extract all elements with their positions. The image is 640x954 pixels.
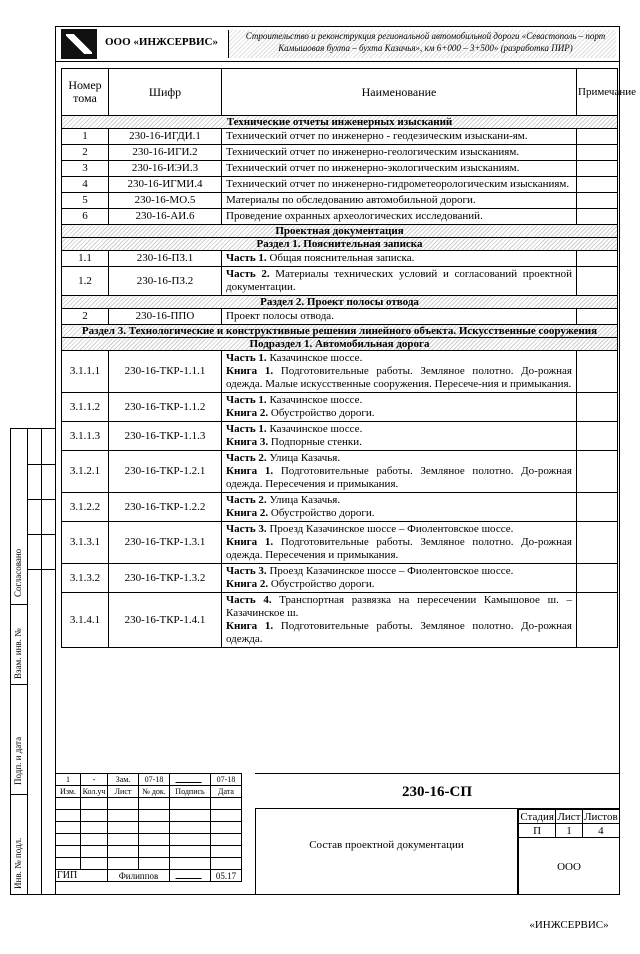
section-row [62,116,618,129]
part-label: Часть 4. [226,594,272,606]
sheets-header: Листов [584,810,618,823]
cell-num: 2 [62,145,109,161]
page-header [55,26,620,62]
left-stamp-strip [10,428,55,895]
rev-cell: Зам. [108,774,139,786]
company-logo-icon [61,29,97,59]
section-title: Технические отчеты инженерных изысканий [62,116,618,129]
book-label: Книга 2. [226,507,269,519]
table-row [62,177,618,193]
cell-note [577,193,618,209]
signature [170,870,211,882]
cell-code: 230-16-АИ.6 [109,209,222,225]
table-row [62,451,618,493]
cell-code: 230-16-МО.5 [109,193,222,209]
cell-note [577,593,618,648]
section-title: Подраздел 1. Автомобильная дорога [62,338,618,351]
part-text: Казачинское шоссе. [266,352,363,364]
cell-num: 3.1.1.3 [62,422,109,451]
cell-note [577,145,618,161]
book-text: Подготовительные работы. Земляное полотно. До-рожная одежда. Пересечения и примыкания. [226,465,572,490]
label-cell: № док. [139,786,170,798]
cell-note [577,267,618,296]
table-row [62,193,618,209]
part-label: Часть 2. [226,452,267,464]
cell-name [222,493,577,522]
table-row [62,267,618,296]
cell-name [222,393,577,422]
book-text: Обустройство дороги. [268,407,375,419]
part-label: Часть 3. [226,523,267,535]
cell-code: 230-16-ИЭИ.3 [109,161,222,177]
sheets-value: 4 [582,824,619,838]
documents-table [61,68,636,648]
label-cell: Кол.уч [81,786,108,798]
sign-date-label: Подп. и дата [13,736,23,785]
cell-note [577,177,618,193]
section-row [62,225,618,238]
cell-name: Технический отчет по инженерно-гидрометеорологическим изысканиям. [222,177,577,193]
part-text: Улица Казачья. [266,494,341,506]
stage-value: П [519,824,556,838]
cell-code: 230-16-ТКР-1.1.2 [109,393,222,422]
book-text: Подпорные стенки. [268,436,362,448]
document-code: 230-16-СП [255,773,620,809]
signature-scribble [175,774,204,783]
gip-label: ГИП [56,870,108,882]
strip-line [27,534,56,535]
cell-code: 230-16-ПЗ.2 [109,267,222,296]
section-title: Раздел 2. Проект полосы отвода [62,296,618,309]
cell-num: 1.2 [62,267,109,296]
cell-num: 6 [62,209,109,225]
gip-date: 05.17 [211,870,242,882]
cell-code: 230-16-ТКР-1.4.1 [109,593,222,648]
signature [170,774,211,786]
cell-num: 2 [62,309,109,325]
table-row [62,129,618,145]
cell-num: 3.1.3.2 [62,564,109,593]
part-label: Часть 1. [226,352,267,364]
book-label: Книга 1. [226,536,274,548]
cell-name [222,522,577,564]
cell-note [577,161,618,177]
cell-num: 3.1.1.2 [62,393,109,422]
col-note-header: Примечание [577,69,618,116]
book-text: Обустройство дороги. [268,578,375,590]
part-text: Общая пояснительная записка. [266,252,415,264]
strip-line [27,464,56,465]
cell-code: 230-16-ПЗ.1 [109,251,222,267]
organization-name: ООО «ИНЖСЕРВИС» [518,837,620,895]
cell-note [577,251,618,267]
cell-num: 1.1 [62,251,109,267]
cell-name: Технический отчет по инженерно - геодезическим изыскани-ям. [222,129,577,145]
company-name: ООО «ИНЖСЕРВИС» [105,36,218,48]
cell-name: Проведение охранных археологических исследований. [222,209,577,225]
cell-num: 3.1.4.1 [62,593,109,648]
part-label: Часть 2. [226,268,270,280]
table-row [62,251,618,267]
sheet-value: 1 [556,824,583,838]
part-label: Часть 3. [226,565,267,577]
part-label: Часть 1. [226,252,267,264]
cell-name [222,593,577,648]
cell-note [577,129,618,145]
section-row [62,238,618,251]
project-note: Строительство и реконструкция региональной автомобильной дороги «Севастополь – порт Камышовая бухта – бухта Казачья», км 6+000 – 3+500» (разработка ПИР) [228,30,616,58]
cell-note [577,522,618,564]
table-header-row [62,69,618,116]
label-cell: Подпись [170,786,211,798]
cell-num: 3.1.1.1 [62,351,109,393]
cell-name [222,422,577,451]
title-block [55,773,620,931]
book-label: Книга 1. [226,465,274,477]
book-text: Подготовительные работы. Земляное полотно. До-рожная одежда. Пересечения и примыкания. [226,536,572,561]
cell-code: 230-16-ТКР-1.3.2 [109,564,222,593]
book-text: Подготовительные работы. Земляное полотно. До-рожная одежда. [226,620,572,645]
cell-note [577,422,618,451]
table-row [62,161,618,177]
cell-num: 5 [62,193,109,209]
cell-code: 230-16-ТКР-1.2.2 [109,493,222,522]
cell-name [222,267,577,296]
cell-num: 1 [62,129,109,145]
cell-name: Материалы по обследованию автомобильной дороги. [222,193,577,209]
book-label: Книга 2. [226,578,269,590]
table-row [62,309,618,325]
cell-num: 4 [62,177,109,193]
table-row [62,493,618,522]
table-row [62,522,618,564]
part-text: Казачинское шоссе. [266,423,363,435]
cell-name [222,451,577,493]
rev-cell: - [81,774,108,786]
inv-replace-label: Взам. инв. № [13,628,23,679]
book-label: Книга 2. [226,407,269,419]
rev-cell: 1 [56,774,81,786]
cell-note [577,309,618,325]
stage-table [518,809,620,838]
table-row [62,564,618,593]
col-name-header: Наименование [222,69,577,116]
cell-name [222,251,577,267]
cell-code: 230-16-ППО [109,309,222,325]
strip-line [27,499,56,500]
part-text: Улица Казачья. [266,452,341,464]
rev-cell: 07-18 [211,774,242,786]
cell-num: 3 [62,161,109,177]
part-text: Материалы технических условий и согласований проектной документации. [226,268,572,293]
cell-code: 230-16-ТКР-1.2.1 [109,451,222,493]
cell-note [577,351,618,393]
section-title: Раздел 3. Технологические и конструктивные решения линейного объекта. Искусственные сооружения [62,325,618,338]
document-title: Состав проектной документации [255,809,518,895]
cell-code: 230-16-ИГИ.2 [109,145,222,161]
part-label: Часть 1. [226,394,267,406]
book-label: Книга 3. [226,436,269,448]
table-row [62,145,618,161]
stage-block [518,809,620,838]
section-title: Проектная документация [62,225,618,238]
rev-cell: 07-18 [139,774,170,786]
label-cell: Лист [108,786,139,798]
book-label: Книга 1. [226,620,274,632]
cell-code: 230-16-ТКР-1.1.3 [109,422,222,451]
cell-note [577,564,618,593]
gip-name: Филиппов [108,870,170,882]
table-row [62,393,618,422]
cell-note [577,493,618,522]
book-text: Подготовительные работы. Земляное полотно. До-рожная одежда. Малые искусственные сооружения. Пересече-ния и примыкания. [226,365,572,390]
col-num-header: Номер тома [62,69,109,116]
section-row [62,296,618,309]
table-row [62,209,618,225]
label-cell: Изм. [56,786,81,798]
cell-note [577,393,618,422]
cell-code: 230-16-ИГМИ.4 [109,177,222,193]
table-row [62,351,618,393]
cell-note [577,209,618,225]
sheet-header: Лист [557,810,581,823]
inv-orig-label: Инв. № подл. [13,837,23,889]
agreed-label: Согласовано [13,548,23,597]
section-title: Раздел 1. Пояснительная записка [62,238,618,251]
cell-num: 3.1.3.1 [62,522,109,564]
strip-line [27,569,56,570]
cell-code: 230-16-ТКР-1.1.1 [109,351,222,393]
cell-name: Технический отчет по инженерно-геологическим изысканиям. [222,145,577,161]
book-text: Обустройство дороги. [268,507,375,519]
part-text: Проезд Казачинское шоссе – Фиолентовское шоссе. [266,565,514,577]
cell-note [577,451,618,493]
cell-code: 230-16-ИГДИ.1 [109,129,222,145]
section-row [62,338,618,351]
section-row [62,325,618,338]
cell-code: 230-16-ТКР-1.3.1 [109,522,222,564]
cell-name [222,564,577,593]
cell-num: 3.1.2.1 [62,451,109,493]
book-label: Книга 1. [226,365,274,377]
stage-header: Стадия [520,810,554,823]
cell-name: Технический отчет по инженерно-экологическим изысканиям. [222,161,577,177]
part-text: Казачинское шоссе. [266,394,363,406]
part-text: Транспортная развязка на пересечении Камышовое ш. – Казачинское ш. [226,594,572,619]
revision-table [55,773,242,882]
cell-num: 3.1.2.2 [62,493,109,522]
cell-name [222,351,577,393]
part-text: Проезд Казачинское шоссе – Фиолентовское шоссе. [266,523,514,535]
signature-scribble [175,870,204,879]
table-row [62,422,618,451]
part-label: Часть 2. [226,494,267,506]
col-code-header: Шифр [109,69,222,116]
table-row [62,593,618,648]
label-cell: Дата [211,786,242,798]
cell-name: Проект полосы отвода. [222,309,577,325]
part-label: Часть 1. [226,423,267,435]
